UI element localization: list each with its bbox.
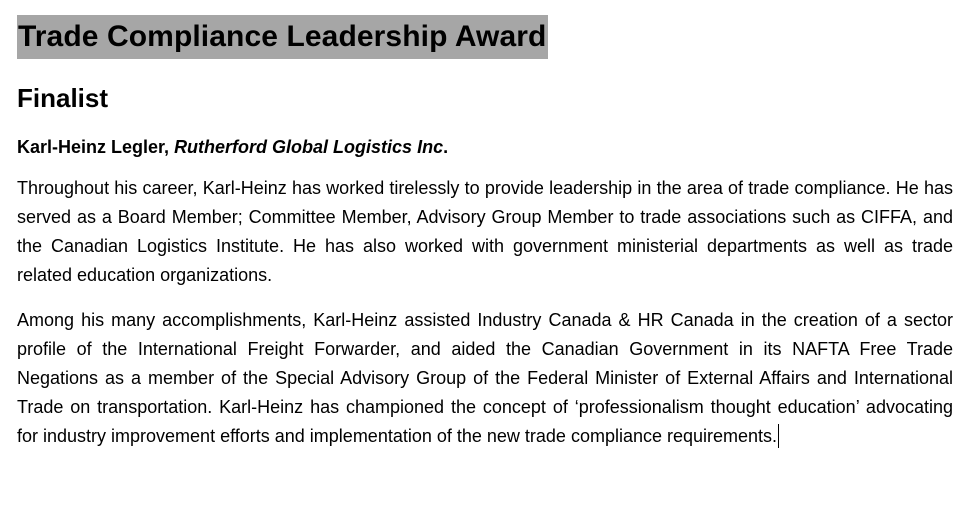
nominee-company: Rutherford Global Logistics Inc [174,137,444,157]
finalist-heading[interactable]: Finalist [17,83,109,113]
document-body[interactable] [17,15,953,451]
paragraph-accomplishments-text: Among his many accomplishments, Karl-Heinz assisted Industry Canada & HR Canada in the creation of a sector profile of the International Freight Forwarder, and aided the Canadian Government in its NAFTA Free Trade Negations as a member of the Special Advisory Group of the Federal Minister of External Affairs and International Trade on transportation. Karl-Heinz has championed the concept of ‘professionalism thought education’ advocating for industry improvement efforts and implementation of the new trade compliance requirements. [17,310,953,446]
nominee-name: Karl-Heinz Legler, [17,137,170,157]
text-cursor [778,424,779,448]
paragraph-career[interactable]: Throughout his career, Karl-Heinz has worked tirelessly to provide leadership in the area of trade compliance. He has served as a Board Member; Committee Member, Advisory Group Member to trade associations such as CIFFA, and the Canadian Logistics Institute. He has also worked with government ministerial departments as well as trade related education organizations. [17,178,953,285]
paragraph-accomplishments[interactable] [17,306,953,451]
nominee-line[interactable] [17,134,953,160]
nominee-period: . [443,137,449,157]
award-title[interactable]: Trade Compliance Leadership Award [17,15,548,59]
